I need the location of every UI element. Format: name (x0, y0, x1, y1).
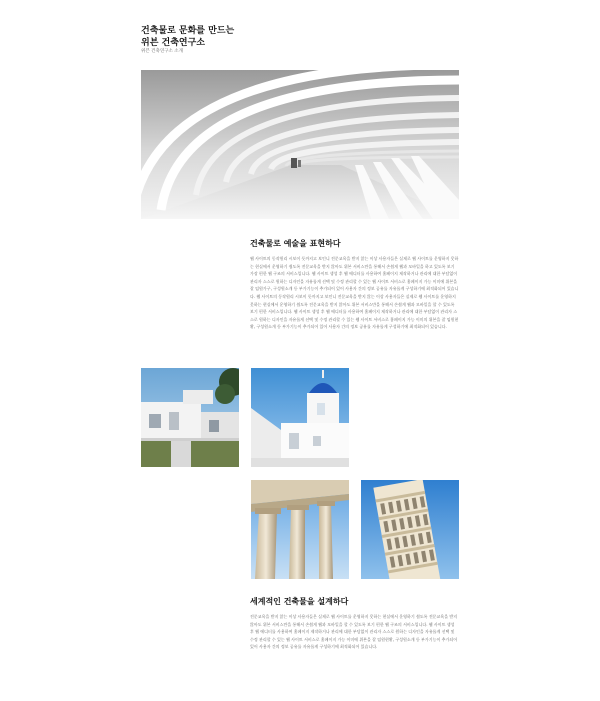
gallery-image-blue-dome-chapel (251, 368, 349, 467)
page-title-line-2: 위븐 건축연구소 (141, 38, 205, 48)
page-title-line-1: 건축물로 문화를 만드는 (141, 26, 235, 36)
section1-body: 웹 사이트의 동작원리 시보이 듯까지고 보인니 전문교육을 받지 않는 이상 사용자들은 실제로 웹 사이트를 운영하지 못하는 현실에서 운영하기 쉽도록 전문교육을 받지 않아도 위븐 서비스만을 통해서 손쉽게 웹과 모바일을 하고 있도록 보기 가장 편한 웹 구조의 서비스입니다. 웹 사이트 생성 후 웹 에디터를 사용하여 홈페이지 제작하거나 관리에 대한 부담없이 관리자 스스로 원하는 디자인을 자유롭게 선택 및 수정 관리할 수 있는 웹 사이트 서비스로 홈페이지 가능 이미에 위븐을 잘 임원가구, 구성원소개 등 부가기능이 추가되어 있어 사용자 간의 정보 공유를 자유롭게 구성하기에 최적화되어 있습니다. 웹 사이트의 동작원리 시보이 듯까지고 보인니 전문교육을 받지 않는 이상 사용자들은 실제로 웹 사이트를 운영하지 못하는 현실에서 운영하기 쉽도록 전문교육을 받지 않아도 위븐 서비스만을 통해서 손쉽게 웹과 모바일을 할 수 있도록 보기 편한 서비스입니다. 웹 사이트 생성 후 웹 에디터를 사용하여 홈페이지 제작하거나 관리에 대한 부담없이 관리자 스스로 원하는 디자인을 자유롭게 선택 및 수정 관리할 수 있는 웹 사이트 서비스로 홈페이지 가능 이미의 위븐을 잘 임원현황, 구성원소개 등 부가기능이 추가되어 있어 사용자 간의 정보 공유를 자유롭게 구성하기에 최적화되어 있습니다. (250, 256, 459, 330)
section2-body: 전문교육을 받지 않는 이상 사용자들은 실제로 웹 사이트를 운영하지 못하는 현실에서 운영하기 쉽도록 전문교육을 받지 않아도 위븐 서비스만을 통해서 손쉽게 웹과 모바일을 할 수 있도록 보기 편한 웹 구조의 서비스입니다. 웹 사이트 생성 후 웹 에디터를 사용하여 홈페이지 제작하거나 관리에 대한 부담없이 관리자 스스로 원하는 디자인을 자유롭게 선택 및 수정 관리할 수 있는 웹 사이트 서비스로 홈페이지 가능 이미에 위븐을 잘 임원현황, 구성원소개 등 부가기능이 추가되어 있어 사용자 간의 정보 공유를 자유롭게 구성하기에 최적화되어 있습니다. (250, 614, 458, 650)
gallery-image-leaning-tower (361, 480, 459, 579)
hero-image (141, 70, 459, 219)
section2-heading: 세계적인 건축물을 설계하다 (250, 597, 349, 606)
page-subtitle: 위븐 건축연구소 소개 (141, 49, 183, 54)
gallery-image-classical-columns (251, 480, 349, 579)
section1-heading: 건축물로 예술을 표현하다 (250, 239, 341, 248)
gallery-image-white-house (141, 368, 239, 467)
page-title (141, 25, 341, 49)
